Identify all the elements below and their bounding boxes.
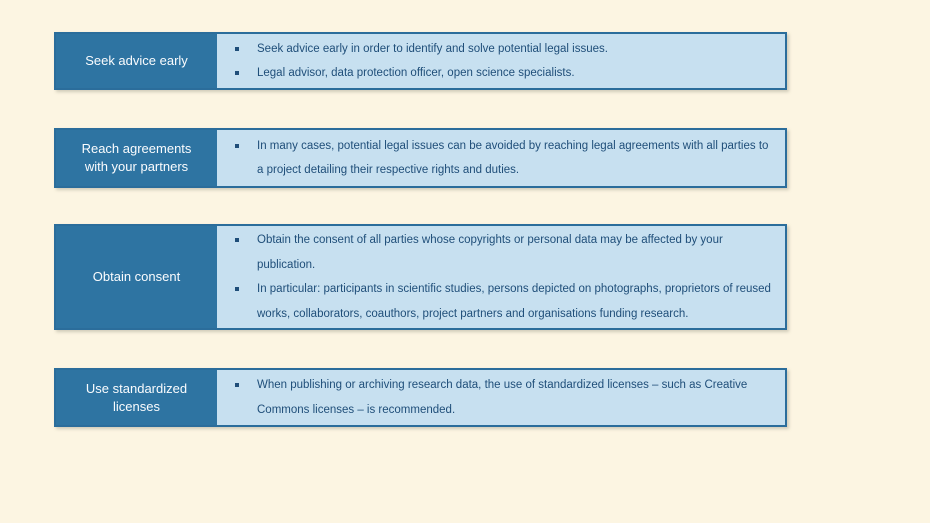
square-bullet-icon bbox=[235, 287, 239, 291]
row-use-standardized-licenses bbox=[54, 368, 787, 427]
row-seek-advice-early bbox=[54, 32, 787, 90]
square-bullet-icon bbox=[235, 47, 239, 51]
advice-rows-stack bbox=[54, 32, 787, 427]
bullet-item bbox=[227, 37, 775, 62]
bullet-text: When publishing or archiving research data, the use of standardized licenses – such as Creative Commons licenses – is recommended. bbox=[257, 379, 748, 416]
bullet-text: In particular: participants in scientific studies, persons depicted on photographs, proprietors of reused works, collaborators, coauthors, project partners and organisations funding research. bbox=[257, 283, 771, 320]
row-content bbox=[217, 34, 785, 88]
bullet-item bbox=[227, 373, 775, 422]
bullet-text: In many cases, potential legal issues can be avoided by reaching legal agreements with all parties to a project detailing their respective rights and duties. bbox=[257, 139, 769, 176]
row-content bbox=[217, 226, 785, 328]
row-label: Seek advice early bbox=[56, 34, 217, 88]
square-bullet-icon bbox=[235, 238, 239, 242]
row-reach-agreements bbox=[54, 128, 787, 188]
square-bullet-icon bbox=[235, 383, 239, 387]
row-label: Use standardized licenses bbox=[56, 370, 217, 425]
square-bullet-icon bbox=[235, 144, 239, 148]
row-content bbox=[217, 130, 785, 186]
bullet-item bbox=[227, 228, 775, 277]
row-label: Reach agreements with your partners bbox=[56, 130, 217, 186]
row-content bbox=[217, 370, 785, 425]
bullet-text: Obtain the consent of all parties whose copyrights or personal data may be affected by your publication. bbox=[257, 234, 723, 271]
bullet-text: Seek advice early in order to identify and solve potential legal issues. bbox=[257, 42, 608, 55]
bullet-item bbox=[227, 134, 775, 183]
bullet-item bbox=[227, 277, 775, 326]
bullet-item bbox=[227, 61, 775, 86]
row-obtain-consent bbox=[54, 224, 787, 330]
square-bullet-icon bbox=[235, 71, 239, 75]
bullet-text: Legal advisor, data protection officer, open science specialists. bbox=[257, 67, 575, 79]
row-label: Obtain consent bbox=[56, 226, 217, 328]
